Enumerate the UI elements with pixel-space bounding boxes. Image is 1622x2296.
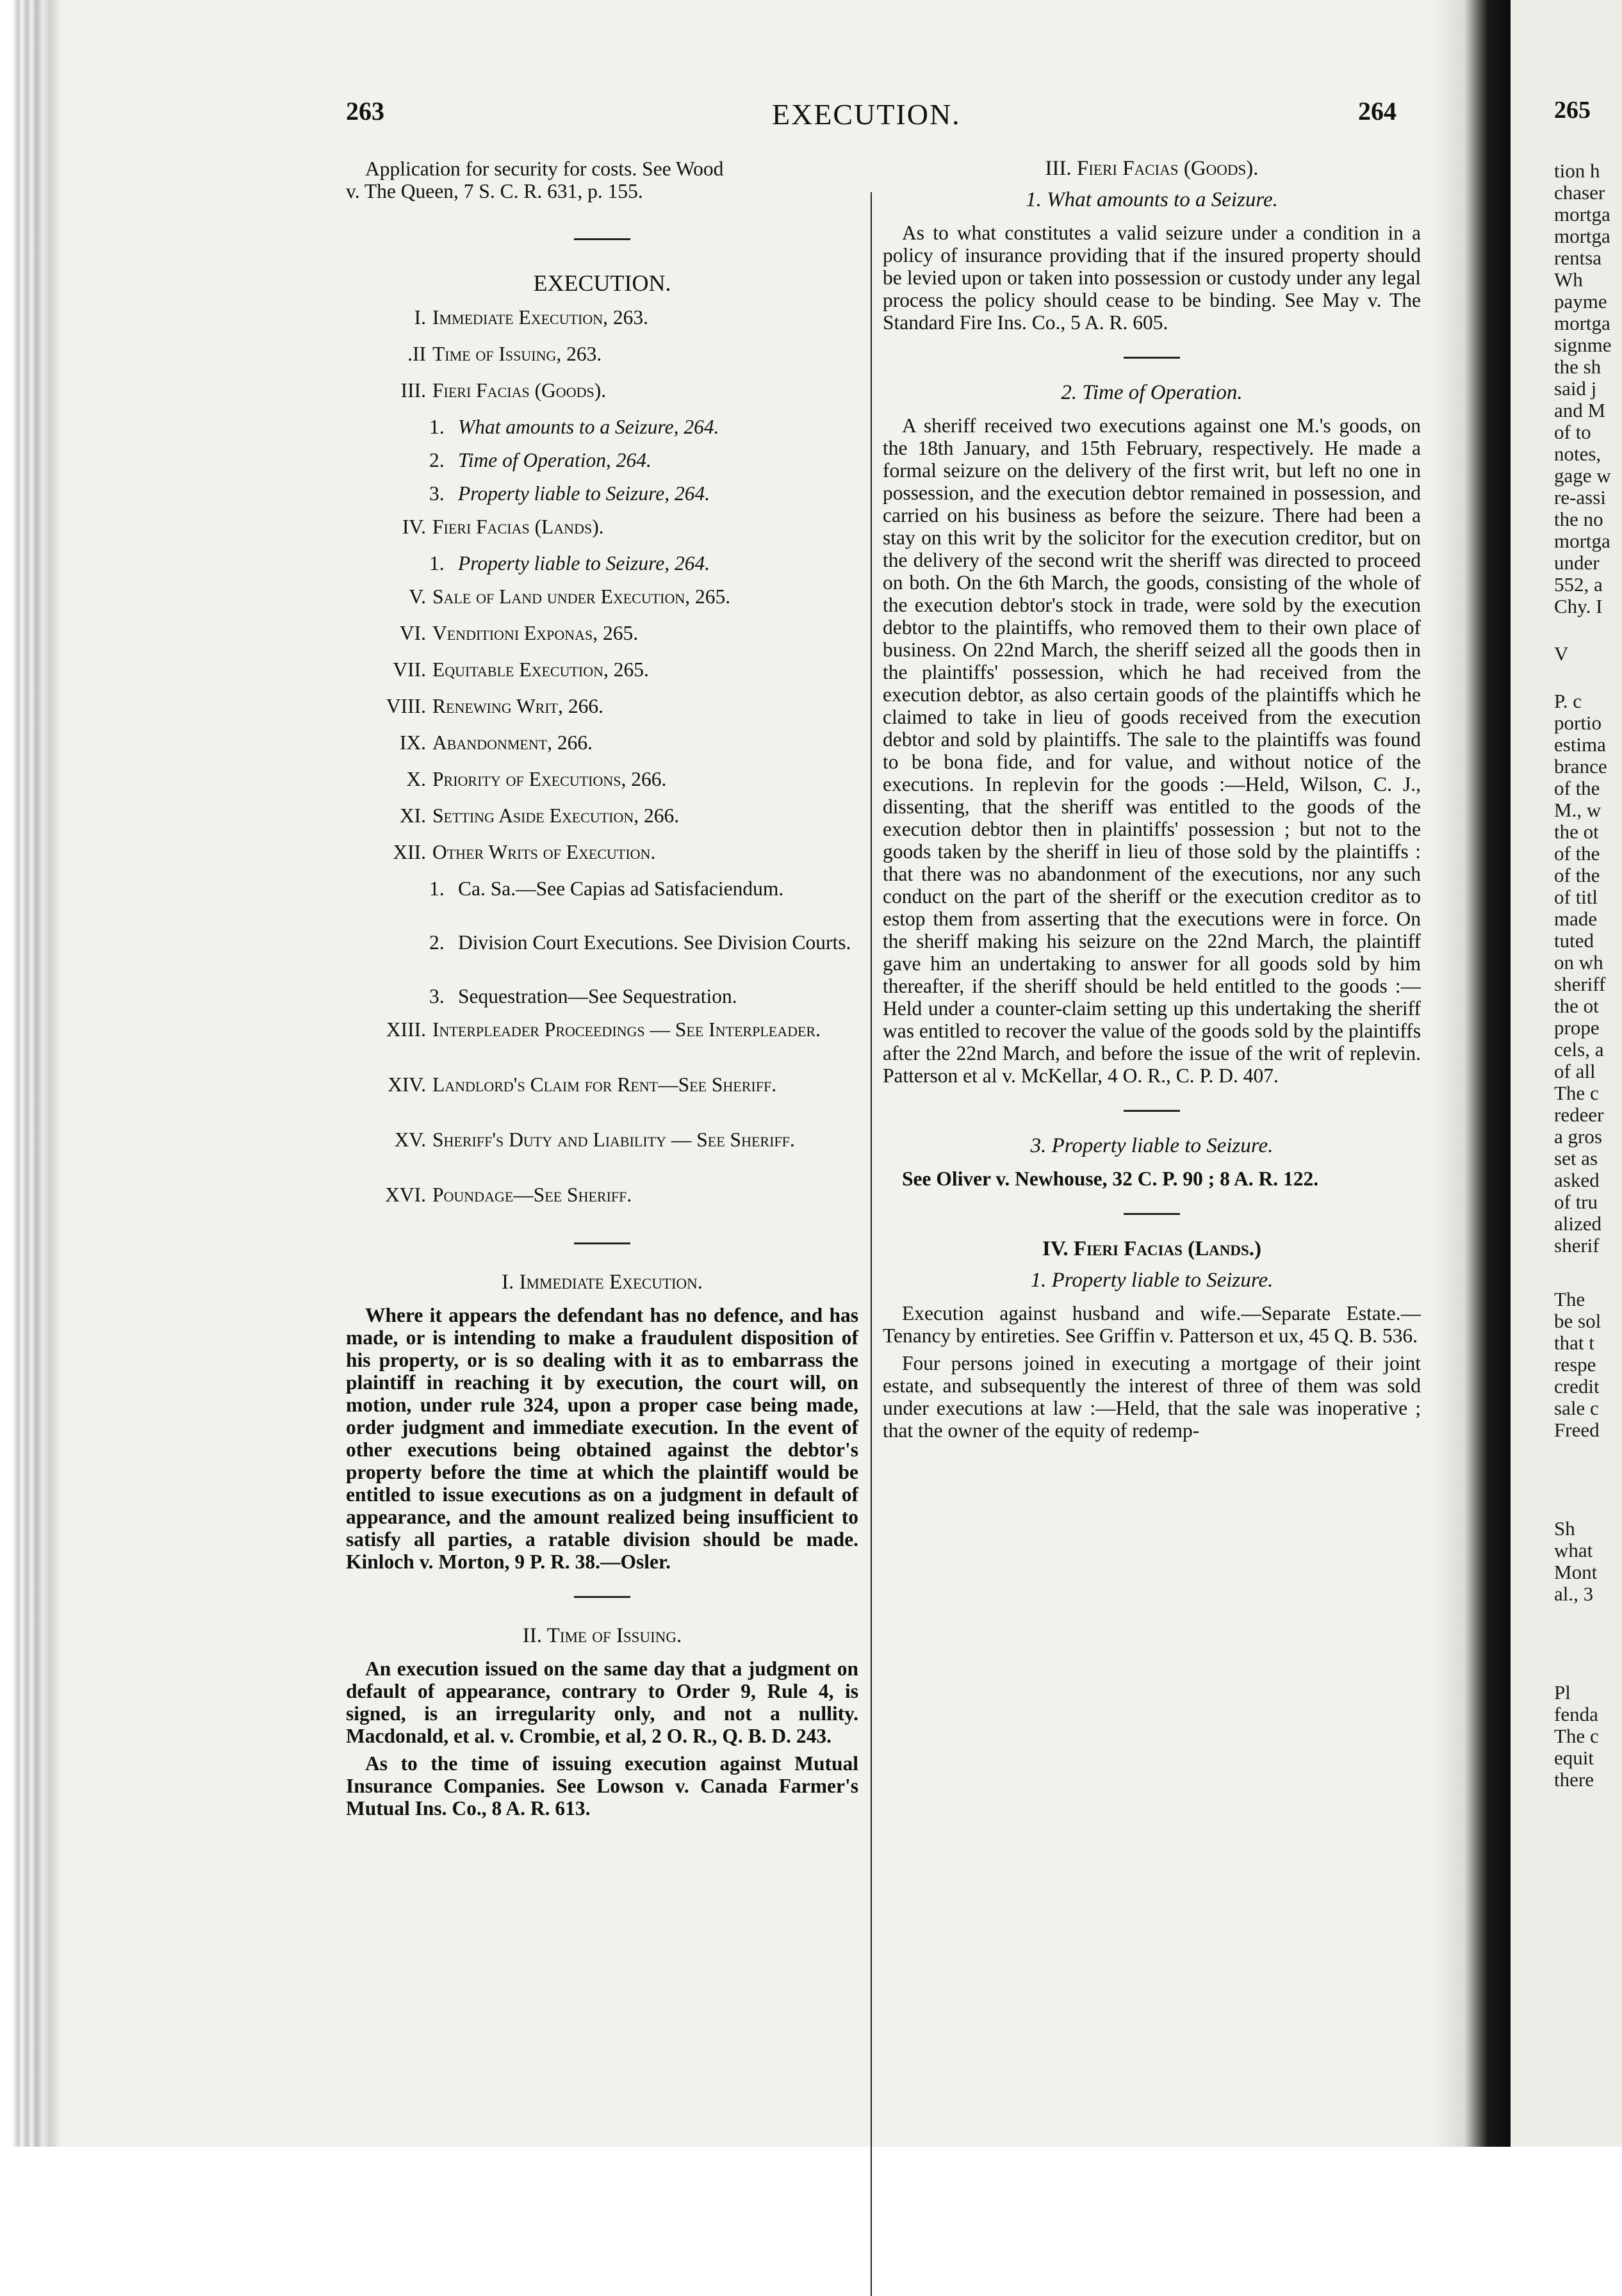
toc-subitem: 3. Sequestration—See Sequestration. — [429, 985, 737, 1007]
intro-line-2: v. The Queen, 7 S. C. R. 631, p. 155. — [346, 180, 643, 202]
binding-edge — [0, 0, 61, 2147]
next-page-fragment — [1511, 0, 1622, 2147]
page-gutter — [1434, 0, 1511, 2147]
next-page-line: redeer — [1554, 1103, 1604, 1126]
next-page-line: The c — [1554, 1082, 1599, 1104]
next-page-line: credit — [1554, 1375, 1600, 1397]
next-page-line: rentsa — [1554, 247, 1602, 269]
next-page-line: on wh — [1554, 951, 1603, 973]
next-page-line: that t — [1554, 1331, 1594, 1354]
paragraph: A sheriff received two executions against one M.'s goods, on the 18th January, and 15th February, respectively. He made a formal seizure on the delivery of the first writ, but left no one in possession, and the execution debtor remained in possession, and carried on his business as before the seizure. There had been a stay on this writ by the solicitor for the execution creditor, but on the delivery of the second writ the sheriff was directed to proceed on both. On the 6th March, the goods, consisting of the whole of the execution debtor's stock in trade, were sold by the execution debtor to the plaintiffs, who removed them to their own place of business. On 22nd March, the sheriff seized all the goods then in the plaintiffs' possession, which he had received from the execution debtor, as also certain goods of the plaintiffs which he claimed to take in lieu of goods received from the execution debtor and sold by plaintiffs. The sale to the plaintiffs was found to be bona fide, and for value, and without notice of the executions. In replevin for the goods :—Held, Wilson, C. J., dissenting, that the sheriff was entitled to the goods of the execution debtor then in plaintiffs' possession ; but not to the goods taken by the sheriff in lieu of those sold by the plaintiffs : that there was no abandonment of the executions, nor any such conduct on the part of the sheriff or the execution creditor as to estop them from asserting that the executions were in force. On the sheriff making his seizure on the 22nd March, the plaintiff gave him an undertaking to answer for all goods sold by him thereafter, if the sheriff should be held entitled to the goods :—Held under a counter-claim setting up this undertaking the sheriff was entitled to recover the value of the goods sold by the plaintiffs after the 22nd March, and before the issue of the writ of replevin. Patterson et al v. McKellar, 4 O. R., C. P. D. 407. — [883, 414, 1421, 1087]
next-page-line: of the — [1554, 777, 1600, 799]
next-page-line: The — [1554, 1288, 1585, 1310]
toc-item: XV. Sheriff's Duty and Liability — See Sheriff. — [394, 1128, 795, 1151]
next-page-line: mortga — [1554, 312, 1610, 334]
toc-item: .II Time of Issuing, 263. — [407, 343, 602, 365]
next-page-line: Mont — [1554, 1561, 1598, 1583]
next-page-line: The c — [1554, 1725, 1599, 1747]
next-page-line: a gros — [1554, 1125, 1602, 1148]
section-heading: I. Immediate Execution. — [501, 1271, 703, 1294]
toc-item: XIV. Landlord's Claim for Rent—See Sheriff. — [388, 1073, 777, 1096]
toc-item: XVI. Poundage—See Sheriff. — [385, 1184, 632, 1206]
next-page-line: under — [1554, 551, 1600, 574]
section-title: EXECUTION. — [533, 270, 671, 296]
next-page-line: tion h — [1554, 159, 1600, 182]
toc-subitem: 1. Property liable to Seizure, 264. — [429, 552, 710, 574]
next-page-line: the sh — [1554, 355, 1602, 378]
subsection-heading: 1. Property liable to Seizure. — [1030, 1269, 1274, 1292]
next-page-line: of to — [1554, 421, 1591, 443]
next-page-line: the no — [1554, 508, 1603, 530]
toc-item: I. Immediate Execution, 263. — [414, 306, 649, 329]
intro-line-1: Application for security for costs. See Wood — [365, 158, 724, 180]
column-divider — [871, 192, 872, 2296]
toc-item: XI. Setting Aside Execution, 266. — [399, 804, 680, 827]
toc-item: IV. Fieri Facias (Lands). — [402, 516, 604, 538]
next-page-line: of the — [1554, 864, 1600, 886]
next-page-line: alized — [1554, 1212, 1602, 1235]
toc-subitem: 1. Ca. Sa.—See Capias ad Satisfaciendum. — [429, 877, 784, 900]
next-page-line: fenda — [1554, 1703, 1598, 1725]
next-page-line: Wh — [1554, 268, 1583, 291]
next-page-line: of the — [1554, 842, 1600, 865]
next-page-line: asked — [1554, 1169, 1600, 1191]
next-page-line: Sh — [1554, 1517, 1575, 1540]
toc-item: III. Fieri Facias (Goods). — [400, 379, 607, 402]
paragraph: As to what constitutes a valid seizure under a condition in a policy of insurance providing that if the insured property should be levied upon or taken into possession or custody under any legal process the policy should cease to be binding. See May v. The Standard Fire Ins. Co., 5 A. R. 605. — [883, 222, 1421, 334]
next-page-line: prope — [1554, 1016, 1600, 1039]
left-column — [346, 158, 858, 1820]
next-page-line: sale c — [1554, 1397, 1599, 1419]
next-page-line: of all — [1554, 1060, 1596, 1082]
next-page-line: Freed — [1554, 1419, 1600, 1441]
next-page-line: Chy. I — [1554, 595, 1603, 617]
toc-item: VII. Equitable Execution, 265. — [393, 658, 649, 681]
next-page-line: gage w — [1554, 464, 1611, 487]
next-page-line: mortga — [1554, 203, 1610, 225]
next-page-line: there — [1554, 1768, 1594, 1791]
section-heading: III. Fieri Facias (Goods). — [1045, 157, 1259, 180]
paragraph: See Oliver v. Newhouse, 32 C. P. 90 ; 8 A. R. 122. — [902, 1168, 1319, 1190]
next-page-line: P. c — [1554, 690, 1582, 712]
next-page-line: and M — [1554, 399, 1606, 421]
toc-item: XII. Other Writs of Execution. — [393, 841, 656, 863]
next-page-line: mortga — [1554, 530, 1610, 552]
subsection-heading: 3. Property liable to Seizure. — [1030, 1134, 1274, 1157]
next-page-line: cels, a — [1554, 1038, 1604, 1061]
toc-item: X. Priority of Executions, 266. — [406, 768, 667, 790]
section-heading: IV. Fieri Facias (Lands.) — [1042, 1237, 1262, 1260]
right-column — [883, 158, 1421, 1442]
next-page-line: V — [1554, 642, 1569, 665]
subsection-heading: 2. Time of Operation. — [1061, 381, 1243, 404]
next-page-line: estima — [1554, 733, 1606, 756]
toc-subitem: 3. Property liable to Seizure, 264. — [429, 482, 710, 505]
toc-item: VI. Venditioni Exponas, 265. — [399, 622, 639, 644]
next-page-number: 265 — [1554, 97, 1591, 124]
toc-subitem: 2. Division Court Executions. See Division Courts. — [429, 931, 851, 954]
next-page-line: M., w — [1554, 799, 1602, 821]
next-page-line: payme — [1554, 290, 1607, 313]
subsection-heading: 1. What amounts to a Seizure. — [1026, 188, 1278, 211]
next-page-line: signme — [1554, 334, 1612, 356]
next-page-line: mortga — [1554, 225, 1610, 247]
next-page-line: portio — [1554, 712, 1602, 734]
next-page-line: set as — [1554, 1147, 1598, 1169]
paragraph: An execution issued on the same day that a judgment on default of appearance, contrary to Order 9, Rule 4, is signed, is an irregularity only, and not a nullity. Macdonald, et al. v. Crombie, et al, 2 O. R., Q. B. D. 243. — [346, 1657, 858, 1747]
table-of-contents — [346, 306, 858, 1217]
toc-item: IX. Abandonment, 266. — [399, 731, 593, 754]
next-page-line: equit — [1554, 1746, 1594, 1769]
toc-item: XIII. Interpleader Proceedings — See Interpleader. — [386, 1018, 821, 1041]
next-page-line: Pl — [1554, 1681, 1571, 1704]
next-page-line: 552, a — [1554, 573, 1603, 596]
next-page-line: be sol — [1554, 1310, 1602, 1332]
next-page-line: re-assi — [1554, 486, 1606, 509]
toc-item: V. Sale of Land under Execution, 265. — [409, 585, 731, 608]
next-page-line: said j — [1554, 377, 1597, 400]
toc-item: VIII. Renewing Writ, 266. — [386, 695, 603, 717]
next-page-line: chaser — [1554, 181, 1605, 204]
next-page-line: the ot — [1554, 995, 1599, 1017]
next-page-line: notes, — [1554, 443, 1602, 465]
next-page-line: brance — [1554, 755, 1607, 778]
next-page-line: made — [1554, 908, 1598, 930]
paragraph: Four persons joined in executing a mortgage of their joint estate, and subsequently the interest of three of them was sold under executions at law :—Held, that the sale was inoperative ; that the owner of the equity of redemp- — [883, 1352, 1421, 1442]
paragraph: As to the time of issuing execution against Mutual Insurance Companies. See Lowson v. Canada Farmer's Mutual Ins. Co., 8 A. R. 613. — [346, 1752, 858, 1820]
next-page-line: tuted — [1554, 929, 1594, 952]
right-page-number: 264 — [1358, 97, 1397, 126]
paragraph: Where it appears the defendant has no defence, and has made, or is intending to make a fraudulent disposition of his property, or is so dealing with it as to embarrass the plaintiff in reaching it by execution, the court will, on motion, under rule 324, upon a proper case being made, order judgment and immediate execution. In the event of other executions being obtained against the debtor's property before the time at which the plaintiff would be entitled to issue executions as on a judgment in default of appearance, and the amount realized being insufficient to satisfy all parties, a ratable division should be made. Kinloch v. Morton, 9 P. R. 38.—Osler. — [346, 1304, 858, 1573]
next-page-line: respe — [1554, 1353, 1596, 1376]
section-heading: II. Time of Issuing. — [522, 1624, 682, 1647]
running-title: EXECUTION. — [772, 98, 961, 131]
toc-subitem: 2. Time of Operation, 264. — [429, 449, 651, 471]
next-page-line: the ot — [1554, 820, 1599, 843]
toc-subitem: 1. What amounts to a Seizure, 264. — [429, 416, 719, 438]
next-page-line: of tru — [1554, 1191, 1598, 1213]
paragraph: Execution against husband and wife.—Separate Estate.—Tenancy by entireties. See Griffin v. Patterson et ux, 45 Q. B. 536. — [883, 1302, 1421, 1347]
left-page-number: 263 — [346, 97, 384, 126]
next-page-line: al., 3 — [1554, 1583, 1594, 1605]
next-page-line: of titl — [1554, 886, 1598, 908]
next-page-line: what — [1554, 1539, 1593, 1561]
next-page-line: sheriff — [1554, 973, 1606, 995]
next-page-line: sherif — [1554, 1234, 1600, 1257]
